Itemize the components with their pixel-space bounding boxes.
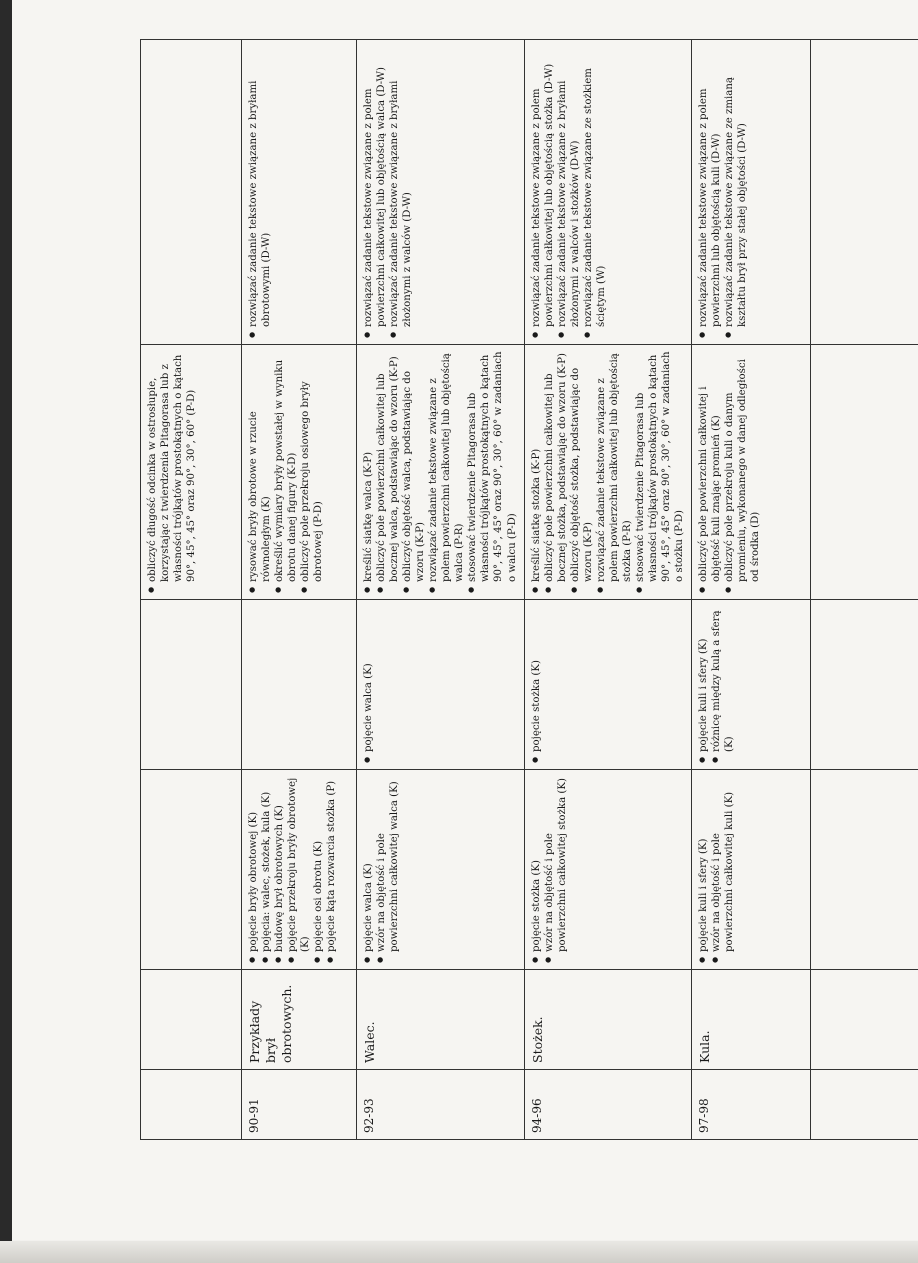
basic-cell: [524, 770, 692, 970]
topic-cell: Przykłady brył obrotowych.: [242, 970, 357, 1070]
skills-basic-cell: [242, 345, 357, 600]
list-item: ● określić wymiary bryły powstałej w wyniku obrotu danej figury (K-D): [273, 351, 299, 582]
extended-cell: [141, 600, 242, 770]
list-item: ● budowę brył obrotowych (K): [273, 776, 286, 952]
basic-cell: [692, 770, 811, 970]
list-item: ● pojęcie kuli i sfery (K): [697, 776, 710, 952]
list-item: ● rozwiązać zadanie tekstowe związane z polem powierzchni całkowitej lub objętością walca (P-R): [427, 351, 466, 582]
skills-ext-cell: [524, 40, 692, 345]
rotated-table-wrapper: [140, 40, 800, 1140]
skills-ext-cell: [692, 40, 811, 345]
skills-ext-cell: [242, 40, 357, 345]
basic-cell: [242, 770, 357, 970]
list-item: ● rozwiązać zadanie tekstowe związane z polem powierzchni lub objętością kuli (D-W): [697, 46, 723, 327]
list-item: ● pojęcie przekroju bryły obrotowej (K): [286, 776, 312, 952]
basic-cell: [141, 770, 242, 970]
list-item: ● rysować bryły obrotowe w rzucie równoległym (K): [247, 351, 273, 582]
basic-cell: [811, 770, 918, 970]
topic-cell: Stożek.: [524, 970, 692, 1070]
hours-cell: 92-93: [357, 1070, 525, 1140]
skills-basic-cell: [357, 345, 525, 600]
skills-ext-cell: [357, 40, 525, 345]
list-item: ● rozwiązać zadanie tekstowe związane ze stożkiem ściętym (W): [582, 46, 608, 327]
list-item: ● pojęcie osi obrotu (K): [312, 776, 325, 952]
list-item: ● stosować twierdzenie Pitagorasa lub własności trójkątów prostokątnych o kątach 90°, 45°, 45° oraz 90°, 30°, 60° w zadaniach o walcu (P-D): [466, 351, 518, 582]
table-row: [692, 40, 811, 1140]
skills-ext-cell: [811, 40, 918, 345]
list-item: ● stosować twierdzenie Pitagorasa lub własności trójkątów prostokątnych o kątach 90°, 45°, 45° oraz 90°, 30°, 60° w zadaniach o stożku (P-D): [634, 351, 686, 582]
skills-ext-cell: [141, 40, 242, 345]
curriculum-table: [140, 39, 918, 1140]
hours-cell: 94-96: [524, 1070, 692, 1140]
list-item: ● obliczyć długość odcinka w ostrosłupie, korzystając z twierdzenia Pitagorasa lub z własności trójkątów prostokątnych o kątach 90°, 45°, 45° oraz 90°, 30°, 60° (P-D): [146, 351, 198, 582]
list-item: ● rozwiązać zadanie tekstowe związane z polem powierzchni całkowitej lub objętością walca (D-W): [362, 46, 388, 327]
extended-cell: [692, 600, 811, 770]
topic-cell: [141, 970, 242, 1070]
topic-cell: [811, 970, 918, 1070]
list-item: ● rozwiązać zadanie tekstowe związane z bryłami złożonymi z walców i stożków (D-W): [556, 46, 582, 327]
extended-cell: [242, 600, 357, 770]
list-item: ● pojęcie walca (K): [362, 776, 375, 952]
list-item: ● obliczyć pole przekroju osiowego bryły obrotowej (P-D): [299, 351, 325, 582]
hours-cell: [141, 1070, 242, 1140]
list-item: ● kreślić siatkę walca (K-P): [362, 351, 375, 582]
table-row: [811, 40, 918, 1140]
skills-basic-cell: [141, 345, 242, 600]
list-item: ● rozwiązać zadanie tekstowe związane z polem powierzchni całkowitej lub objętością stożka (P-R): [595, 351, 634, 582]
list-item: ● pojęcie kuli i sfery (K): [697, 606, 710, 752]
list-item: ● pojęcie stożka (K): [530, 606, 543, 752]
list-item: ● rozwiązać zadanie tekstowe związane z bryłami złożonymi z walców (D-W): [388, 46, 414, 327]
extended-cell: [357, 600, 525, 770]
scan-edge: [0, 0, 12, 1263]
extended-cell: [811, 600, 918, 770]
list-item: ● wzór na objętość i pole powierzchni całkowitej walca (K): [375, 776, 401, 952]
list-item: ● obliczyć pole powierzchni całkowitej lub bocznej stożka, podstawiając do wzoru (K-P): [543, 351, 569, 582]
scan-bottom: [0, 1241, 918, 1263]
list-item: ● obliczyć pole powierzchni całkowitej i objętość kuli znając promień (K): [697, 351, 723, 582]
table-row: [242, 40, 357, 1140]
list-item: ● rozwiązać zadanie tekstowe związane ze zmianą kształtu brył przy stałej objętości (D-W): [723, 46, 749, 327]
hours-cell: 90-91: [242, 1070, 357, 1140]
list-item: ● obliczyć pole powierzchni całkowitej lub bocznej walca, podstawiając do wzoru (K-P): [375, 351, 401, 582]
topic-cell: Walec.: [357, 970, 525, 1070]
list-item: ● obliczyć objętość stożka, podstawiając do wzoru (K-P): [569, 351, 595, 582]
hours-cell: 97-98: [692, 1070, 811, 1140]
extended-cell: [524, 600, 692, 770]
list-item: ● rozwiązać zadanie tekstowe związane z polem powierzchni całkowitej lub objętością stożka (D-W): [530, 46, 556, 327]
basic-cell: [357, 770, 525, 970]
list-item: ● pojęcie bryły obrotowej (K): [247, 776, 260, 952]
list-item: ● rozwiązać zadanie tekstowe związane z bryłami obrotowymi (D-W): [247, 46, 273, 327]
hours-cell: [811, 1070, 918, 1140]
list-item: ● kreślić siatkę stożka (K-P): [530, 351, 543, 582]
table-row: [141, 40, 242, 1140]
list-item: ● pojęcie stożka (K): [530, 776, 543, 952]
list-item: ● pojęcie kąta rozwarcia stożka (P): [325, 776, 338, 952]
skills-basic-cell: [692, 345, 811, 600]
list-item: ● pojęcia: walec, stożek, kula (K): [260, 776, 273, 952]
skills-basic-cell: [811, 345, 918, 600]
table-row: [357, 40, 525, 1140]
list-item: ● pojęcie walca (K): [362, 606, 375, 752]
list-item: ● obliczyć pole przekroju kuli o danym promieniu, wykonanego w danej odległości od środka (D): [723, 351, 762, 582]
topic-cell: Kula.: [692, 970, 811, 1070]
list-item: ● obliczyć objętość walca, podstawiając do wzoru (K-P): [401, 351, 427, 582]
list-item: ● wzór na objętość i pole powierzchni całkowitej kuli (K): [710, 776, 736, 952]
skills-basic-cell: [524, 345, 692, 600]
list-item: ● wzór na objętość i pole powierzchni całkowitej stożka (K): [543, 776, 569, 952]
list-item: ● różnicę między kulą a sferą (K): [710, 606, 736, 752]
table-row: [524, 40, 692, 1140]
